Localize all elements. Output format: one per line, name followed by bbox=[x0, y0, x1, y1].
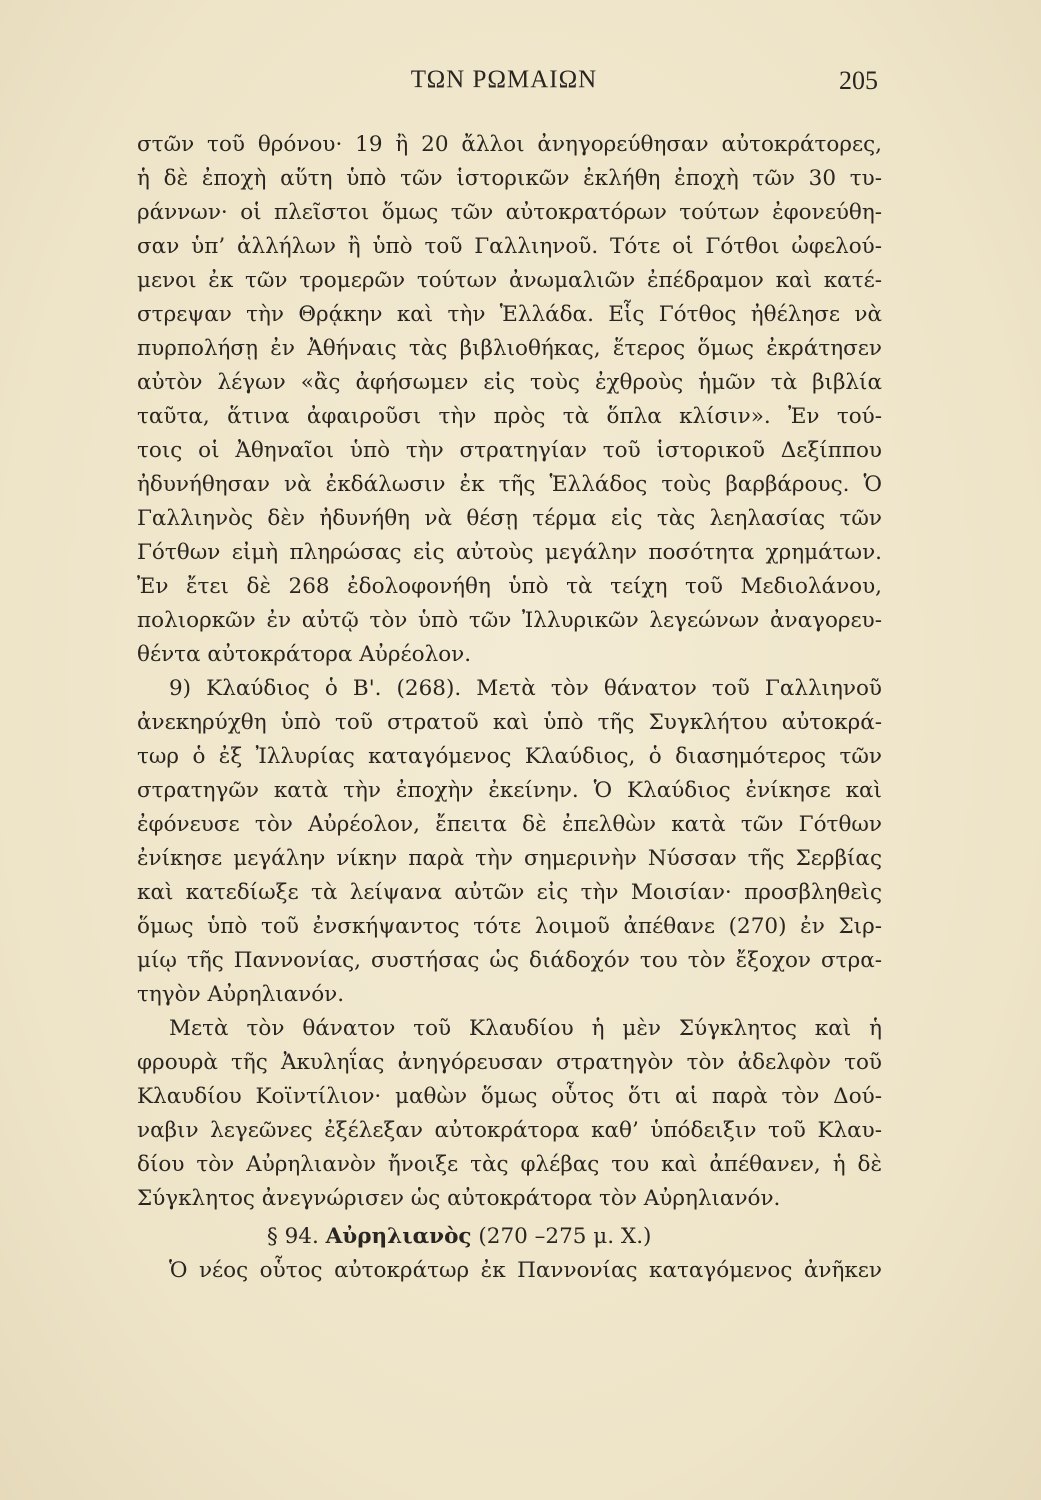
text-line: δίου τὸν Αὐρηλιανὸν ἤνοιξε τὰς φλέβας του καὶ ἀπέθανεν, ἡ δὲ bbox=[137, 1152, 882, 1177]
text-line: ἐφόνευσε τὸν Αὐρέολον, ἔπειτα δὲ ἐπελθὼν κατὰ τῶν Γότθων bbox=[137, 812, 882, 837]
text-line: τωρ ὁ ἐξ Ἰλλυρίας καταγόμενος Κλαύδιος, ὁ διασημότερος τῶν bbox=[137, 744, 882, 769]
text-line: σαν ὑπ’ ἀλλήλων ἢ ὑπὸ τοῦ Γαλλιηνοῦ. Τότε οἱ Γότθοι ὠφελού- bbox=[137, 234, 882, 259]
text-line: 9) Κλαύδιος ὁ Β'. (268). Μετὰ τὸν θάνατον τοῦ Γαλλιηνοῦ bbox=[169, 676, 882, 701]
text-line: τοις οἱ Ἀθηναῖοι ὑπὸ τὴν στρατηγίαν τοῦ ἱστορικοῦ Δεξίππου bbox=[137, 438, 882, 463]
text-line: Σύγκλητος ἀνεγνώρισεν ὡς αὐτοκράτορα τὸν Αὐρηλιανόν. bbox=[137, 1186, 781, 1211]
text-line: Μετὰ τὸν θάνατον τοῦ Κλαυδίου ἡ μὲν Σύγκλητος καὶ ἡ bbox=[169, 1016, 882, 1041]
text-line: θέντα αὐτοκράτορα Αὐρέολον. bbox=[137, 642, 472, 667]
text-line: ἐνίκησε μεγάλην νίκην παρὰ τὴν σημερινὴν Νύσσαν τῆς Σερβίας bbox=[137, 846, 882, 871]
text-line: Κλαυδίου Κοϊντίλιον· μαθὼν ὅμως οὗτος ὅτι αἱ παρὰ τὸν Δού- bbox=[137, 1084, 882, 1109]
text-line: μίῳ τῆς Παννονίας, συστήσας ὡς διάδοχόν του τὸν ἔξοχον στρα- bbox=[137, 948, 882, 973]
text-line: ὅμως ὑπὸ τοῦ ἐνσκήψαντος τότε λοιμοῦ ἀπέθανε (270) ἐν Σιρ- bbox=[137, 914, 882, 939]
text-line: στῶν τοῦ θρόνου· 19 ἢ 20 ἄλλοι ἀνηγορεύθησαν αὐτοκράτορες, bbox=[137, 132, 882, 157]
text-line: ταῦτα, ἅτινα ἀφαιροῦσι τὴν πρὸς τὰ ὅπλα κλίσιν». Ἐν τού- bbox=[137, 404, 882, 429]
section-mark: § 94. bbox=[267, 1224, 319, 1249]
text-line: ἡ δὲ ἐποχὴ αὕτη ὑπὸ τῶν ἱστορικῶν ἐκλήθη ἐποχὴ τῶν 30 τυ- bbox=[137, 166, 882, 191]
section-dates: (270 –275 μ. Χ.) bbox=[478, 1224, 652, 1249]
text-line: πυρπολήσῃ ἐν Ἀθήναις τὰς βιβλιοθήκας, ἕτερος ὅμως ἐκράτησεν bbox=[137, 336, 882, 361]
text-line: Γότθων εἰμὴ πληρώσας εἰς αὐτοὺς μεγάλην ποσότητα χρημάτων. bbox=[137, 540, 882, 565]
text-line: Γαλλιηνὸς δὲν ἠδυνήθη νὰ θέσῃ τέρμα εἰς τὰς λεηλασίας τῶν bbox=[137, 506, 882, 531]
page-header bbox=[130, 66, 878, 106]
text-line: Ὁ νέος οὗτος αὐτοκράτωρ ἐκ Παννονίας καταγόμενος ἀνῆκεν bbox=[169, 1258, 882, 1283]
text-line: ἀνεκηρύχθη ὑπὸ τοῦ στρατοῦ καὶ ὑπὸ τῆς Συγκλήτου αὐτοκρά- bbox=[137, 710, 882, 735]
text-line: στρατηγῶν κατὰ τὴν ἐποχὴν ἐκείνην. Ὁ Κλαύδιος ἐνίκησε καὶ bbox=[137, 778, 882, 803]
text-line: πολιορκῶν ἐν αὐτῷ τὸν ὑπὸ τῶν Ἰλλυρικῶν λεγεώνων ἀναγορευ- bbox=[137, 608, 882, 633]
body-text bbox=[137, 128, 882, 1288]
text-line: στρεψαν τὴν Θρᾴκην καὶ τὴν Ἑλλάδα. Εἷς Γότθος ἠθέλησε νὰ bbox=[137, 302, 882, 327]
text-line: καὶ κατεδίωξε τὰ λείψανα αὐτῶν εἰς τὴν Μοισίαν· προσβληθεὶς bbox=[137, 880, 882, 905]
text-line: φρουρὰ τῆς Ἀκυληΐας ἀνηγόρευσαν στρατηγὸν τὸν ἀδελφὸν τοῦ bbox=[137, 1050, 882, 1075]
text-line: Ἐν ἔτει δὲ 268 ἐδολοφονήθη ὑπὸ τὰ τείχη τοῦ Μεδιολάνου, bbox=[137, 574, 882, 599]
running-head: ΤΩΝ ΡΩΜΑΙΩΝ bbox=[410, 66, 598, 93]
text-line: ράννων· οἱ πλεῖστοι ὅμως τῶν αὐτοκρατόρων τούτων ἐφονεύθη- bbox=[137, 200, 882, 225]
section-heading bbox=[137, 1220, 882, 1254]
text-line: ἠδυνήθησαν νὰ ἐκδάλωσιν ἐκ τῆς Ἑλλάδος τοὺς βαρβάρους. Ὁ bbox=[137, 472, 882, 497]
text-line: αὐτὸν λέγων «ἂς ἀφήσωμεν εἰς τοὺς ἐχθροὺς ἡμῶν τὰ βιβλία bbox=[137, 370, 882, 395]
text-line: μενοι ἐκ τῶν τρομερῶν τούτων ἀνωμαλιῶν ἐπέδραμον καὶ κατέ- bbox=[137, 268, 882, 293]
text-line: τηγὸν Αὐρηλιανόν. bbox=[137, 982, 345, 1007]
page-number: 205 bbox=[839, 66, 878, 95]
text-line: ναβιν λεγεῶνες ἐξέλεξαν αὐτοκράτορα καθ’ ὑπόδειξιν τοῦ Κλαυ- bbox=[137, 1118, 882, 1143]
section-title: Αὐρηλιανὸς bbox=[325, 1224, 472, 1249]
